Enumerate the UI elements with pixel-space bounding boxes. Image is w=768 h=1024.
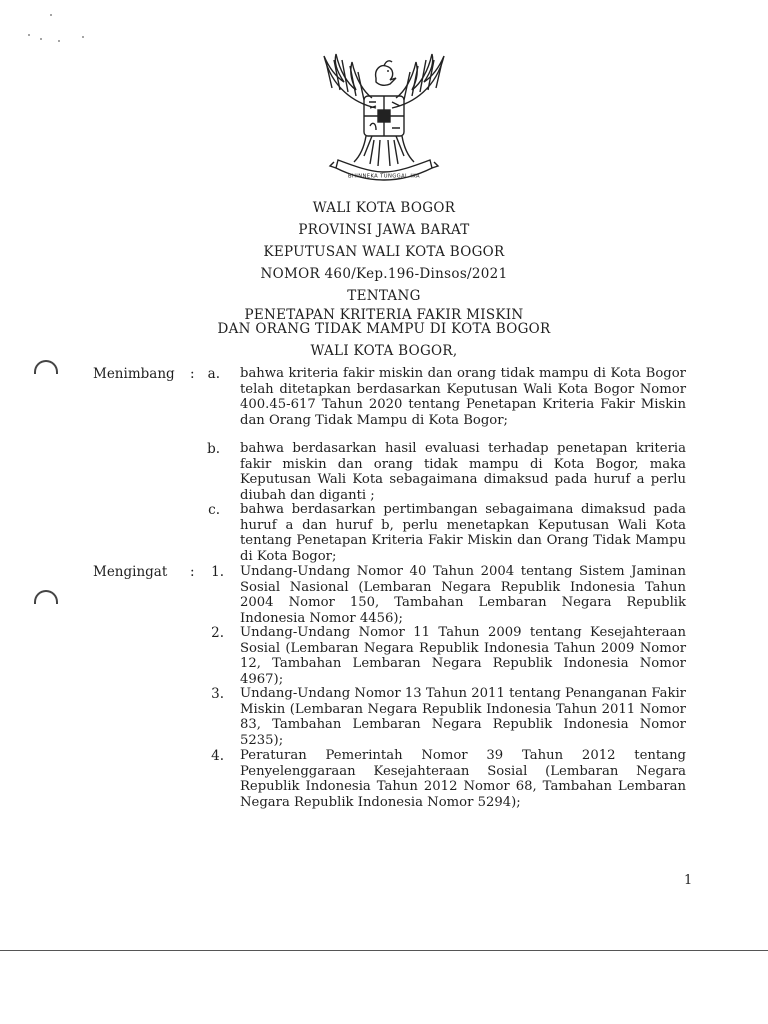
mengingat-item-marker: 4. xyxy=(211,748,224,764)
mengingat-item-text: Undang-Undang Nomor 40 Tahun 2004 tentang Sistem Jaminan Sosial Nasional (Lembaran Negara Republik Indonesia Tahun 2004 Nomor 150, Tambahan Lembaran Negara Republik Indonesia Nomor 4456); xyxy=(240,564,686,626)
svg-text:BHINNEKA TUNGGAL IKA: BHINNEKA TUNGGAL IKA xyxy=(348,173,420,180)
mengingat-item-marker: 2. xyxy=(211,625,224,641)
decree-number: NOMOR 460/Kep.196-Dinsos/2021 xyxy=(260,266,508,282)
punch-hole-mark xyxy=(34,590,58,604)
scan-edge-line xyxy=(0,950,768,951)
decree-title: KEPUTUSAN WALI KOTA BOGOR xyxy=(263,244,505,260)
mengingat-item-marker: 3. xyxy=(211,686,224,702)
menimbang-item-text: bahwa berdasarkan pertimbangan sebagaimana dimaksud pada huruf a dan huruf b, perlu menetapkan Keputusan Wali Kota tentang Penetapan Kriteria Fakir Miskin dan Orang Tidak Mampu di Kota Bogor; xyxy=(240,502,686,564)
mengingat-item-text: Undang-Undang Nomor 13 Tahun 2011 tentang Penanganan Fakir Miskin (Lembaran Negara Republik Indonesia Tahun 2011 Nomor 83, Tambahan Lembaran Negara Republik Indonesia Nomor 5235); xyxy=(240,686,686,748)
mengingat-colon: : xyxy=(190,564,195,580)
mengingat-item-text: Undang-Undang Nomor 11 Tahun 2009 tentang Kesejahteraan Sosial (Lembaran Negara Republik Indonesia Tahun 2009 Nomor 12, Tambahan Lembaran Negara Republik Indonesia Nomor 4967); xyxy=(240,625,686,687)
menimbang-item-marker: b. xyxy=(207,441,220,457)
menimbang-item-text: bahwa kriteria fakir miskin dan orang tidak mampu di Kota Bogor telah ditetapkan berdasarkan Keputusan Wali Kota Bogor Nomor 400.45-617 Tahun 2020 tentang Penetapan Kriteria Fakir Miskin dan Orang Tidak Mampu di Kota Bogor; xyxy=(240,366,686,428)
mengingat-label: Mengingat xyxy=(93,564,168,580)
menimbang-label: Menimbang xyxy=(93,366,175,382)
subject-line-2: DAN ORANG TIDAK MAMPU DI KOTA BOGOR xyxy=(217,321,551,337)
punch-hole-mark xyxy=(34,360,58,374)
mengingat-item-marker: 1. xyxy=(211,564,224,580)
issuer-heading: WALI KOTA BOGOR, xyxy=(310,343,458,359)
mengingat-item-text: Peraturan Pemerintah Nomor 39 Tahun 2012 tentang Penyelenggaraan Kesejahteraan Sosial (Lembaran Negara Republik Indonesia Tahun 2012 Nomor 68, Tambahan Lembaran Negara Republik Indonesia Nomor 5294); xyxy=(240,748,686,810)
menimbang-colon: : xyxy=(190,366,195,382)
province-title: PROVINSI JAWA BARAT xyxy=(298,222,470,238)
garuda-pancasila-emblem xyxy=(314,48,454,193)
authority-title: WALI KOTA BOGOR xyxy=(312,200,456,216)
menimbang-item-marker: a. xyxy=(207,366,220,382)
about-heading: TENTANG xyxy=(347,288,421,304)
menimbang-item-marker: c. xyxy=(208,502,220,518)
menimbang-item-text: bahwa berdasarkan hasil evaluasi terhadap penetapan kriteria fakir miskin dan orang tidak mampu di Kota Bogor, maka Keputusan Wali Kota sebagaimana dimaksud pada huruf a perlu diubah dan diganti ; xyxy=(240,441,686,503)
subject-line-1: PENETAPAN KRITERIA FAKIR MISKIN xyxy=(244,307,524,323)
page-number: 1 xyxy=(684,873,693,888)
